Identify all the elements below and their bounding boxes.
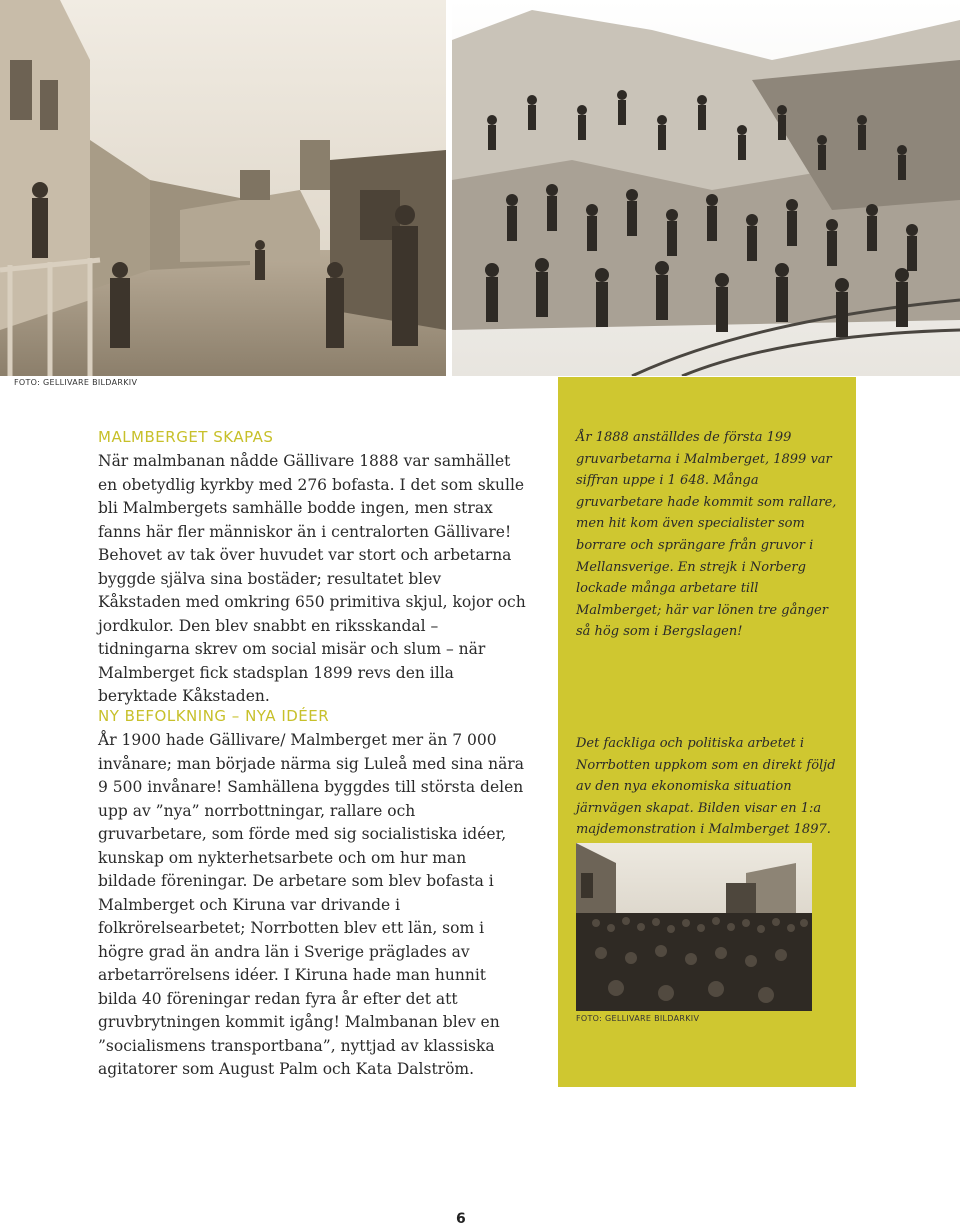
miners-photo	[452, 0, 960, 376]
photo-miners-icon	[452, 0, 960, 376]
sidebar-caption-miners: År 1888 anställdes de första 199 gruvarbetarna i Malmberget, 1899 var siffran uppe i 1 648. Många gruvarbetare hade kommit som rallare, men hit kom även specialister som borrare och sprängare från gruvor i Mellansverige. En strejk i Norberg lockade många arbetare till Malmberget; här var lönen tre gånger så hög som i Bergslagen!	[576, 430, 837, 640]
photo-credit-top: FOTO: GELLIVARE BILDARKIV	[14, 378, 138, 387]
photo-credit-bottom: FOTO: GELLIVARE BILDARKIV	[576, 1014, 700, 1023]
section-body-ny-befolkning: År 1900 hade Gällivare/ Malmberget mer än 7 000 invånare; man började närma sig Luleå med sina nära 9 500 invånare! Samhällena byggdes till största delen upp av ”nya” norrbottningar, rallare och gruvarbetare, som förde med sig socialistiska idéer, kunskap om nykterhetsarbete och om hur man bildade föreningar. De arbetare som blev bofasta i Malmberget och Kiruna var drivande i folkrörelsearbetet; Norrbotten blev ett län, som i högre grad än andra län i Sverige präglades av arbetarrörelsens idéer. I Kiruna hade man hunnit bilda 40 föreningar redan fyra år efter det att gruvbrytningen kommit igång! Malmbanan blev en ”socialismens transportbana”, nyttjad av klassiska agitatorer som August Palm och Kata Dalström.	[98, 731, 524, 1078]
sidebar-panel	[558, 377, 856, 1087]
section-heading-ny-befolkning: NY BEFOLKNING – NYA IDÉER	[98, 707, 330, 725]
photo-street-icon	[0, 0, 446, 376]
page-number: 6	[456, 1211, 466, 1227]
photo-demonstration-icon	[576, 843, 812, 1011]
section-heading-malmberget-skapas: MALMBERGET SKAPAS	[98, 428, 274, 446]
sidebar-caption-demonstration: Det fackliga och politiska arbetet i Norrbotten uppkom som en direkt följd av den nya ekonomiska situation järnvägen skapat. Bilden visar en 1:a majdemonstration i Malmberget 1897.	[576, 736, 836, 838]
street-photo	[0, 0, 446, 376]
section-body-malmberget-skapas: När malmbanan nådde Gällivare 1888 var samhället en obetydlig kyrkby med 276 bofasta. I det som skulle bli Malmbergets samhälle bodde ingen, men strax fanns här fler människor än i centralorten Gällivare! Behovet av tak över huvudet var stort och arbetarna byggde själva sina bostäder; resultatet blev Kåkstaden med omkring 650 primitiva skjul, kojor och jordkulor. Den blev snabbt en riksskandal – tidningarna skrev om social misär och slum – när Malmberget fick stadsplan 1899 revs den illa beryktade Kåkstaden.	[98, 452, 526, 705]
demonstration-photo	[576, 843, 812, 1011]
